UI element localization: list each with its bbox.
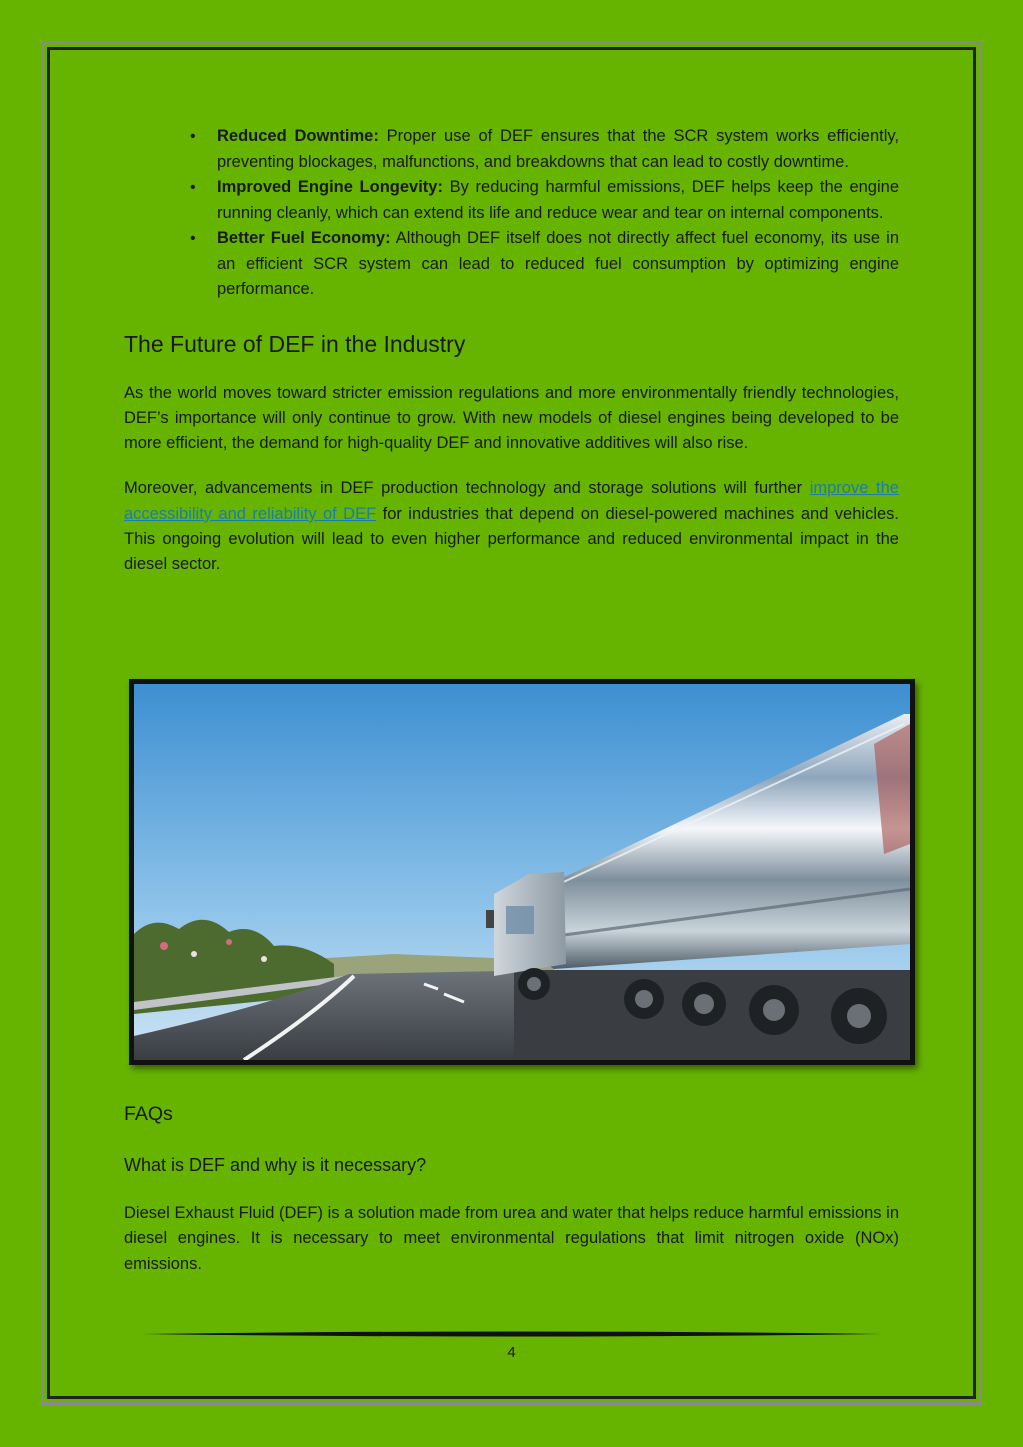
section-heading: The Future of DEF in the Industry [124,330,466,357]
main-content [124,124,899,578]
list-item [31,124,899,175]
bullet-title: Improved Engine Longevity: [217,178,443,196]
paragraph-text: for industries that depend on diesel-powered machines and vehicles. This ongoing evolution will lead to even higher performance and reduced environmental impact in the diesel sector. [124,504,899,574]
bullet-text: By reducing harmful emissions, DEF helps keep the engine running cleanly, which can extend its life and reduce wear and tear on internal components. [217,178,899,222]
faq-answer: Diesel Exhaust Fluid (DEF) is a solution made from urea and water that helps reduce harmful emissions in diesel engines. It is necessary to meet environmental regulations that limit nitrogen oxide (NOx) emissions. [124,1204,899,1273]
list-item [31,175,899,226]
section-paragraph-1: As the world moves toward stricter emission regulations and more environmentally friendly technologies, DEF’s importance will only continue to grow. With new models of diesel engines being developed to be more efficient, the demand for high-quality DEF and innovative additives will also rise. [124,383,899,453]
bullet-text: Proper use of DEF ensures that the SCR system works efficiently, preventing blockages, malfunctions, and breakdowns that can lead to costly downtime. [217,127,899,171]
benefits-list [124,124,899,303]
bullet-icon: • [190,179,196,196]
paragraph-text: Moreover, advancements in DEF production technology and storage solutions will further [124,479,810,498]
bullet-text: Although DEF itself does not directly affect fuel economy, its use in an efficient SCR system can lead to reduced fuel consumption by optimizing engine performance. [217,229,900,298]
bullet-title: Reduced Downtime: [217,127,379,145]
bullet-title: Better Fuel Economy: [217,229,391,247]
faq-question: What is DEF and why is it necessary? [124,1155,427,1175]
faqs-heading: FAQs [124,1103,173,1125]
bullet-icon: • [190,128,196,145]
accessibility-reliability-link[interactable]: improve the accessibility and reliability of DEF [124,479,899,523]
page-number: 4 [507,1344,516,1361]
tanker-truck-photo [129,679,915,1065]
bullet-icon: • [190,230,196,247]
list-item [31,226,899,303]
tanker-truck-illustration [134,684,910,1060]
section-paragraph-2 [124,476,899,577]
footer-divider [142,1329,882,1339]
